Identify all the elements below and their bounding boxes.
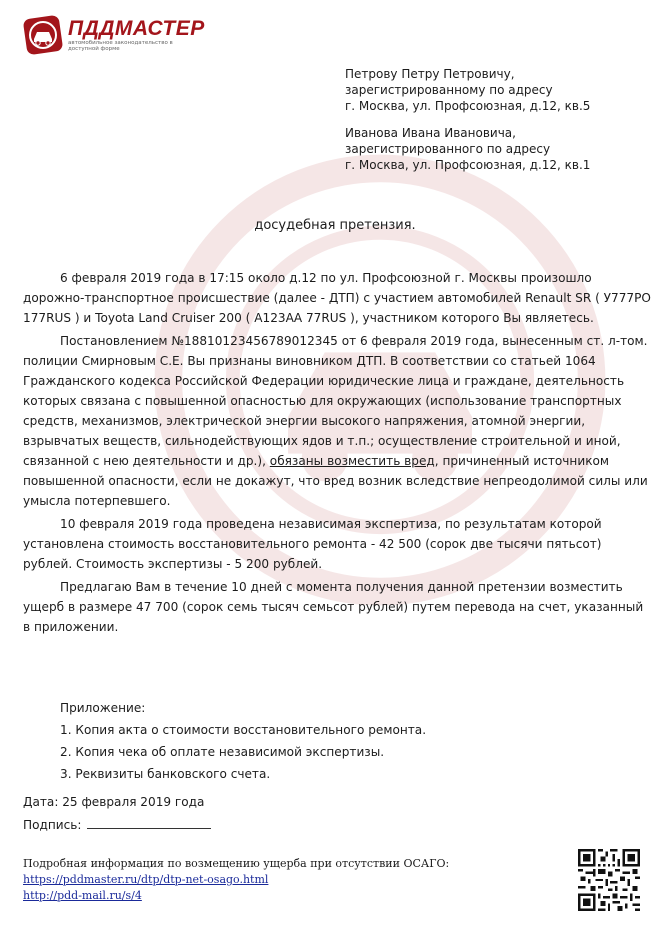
footer-info bbox=[23, 856, 449, 904]
addressee-2-registration: зарегистрированного по адресу bbox=[345, 142, 551, 156]
signature-label: Подпись: bbox=[23, 818, 82, 832]
footer-text: Подробная информация по возмещению ущерба при отсутствии ОСАГО: bbox=[23, 857, 450, 870]
addressee-1-address: г. Москва, ул. Профсоюзная, д.12, кв.5 bbox=[345, 99, 591, 113]
signature-line bbox=[23, 818, 211, 832]
paragraph-expertise: 10 февраля 2019 года проведена независимая экспертиза, по результатам которой установлена стоимость восстановительного ремонта - 42 500 (сорок две тысячи пятьсот) рублей. Стоимость экспертизы - 5 200 рублей. bbox=[23, 517, 602, 571]
logo-name: ПДДМАСТЕР bbox=[68, 16, 205, 40]
logo-tagline: автомобильное законодательство в доступной форме bbox=[68, 39, 173, 52]
paragraph-accident: 6 февраля 2019 года в 17:15 около д.12 по ул. Профсоюзной г. Москвы произошло дорожно-транспортное происшествие (далее - ДТП) с участием автомобилей Renault SR ( У777РО 177RUS ) и Toyota Land Cruiser 200 ( А123АА 77RUS ), участником которого Вы являетесь. bbox=[23, 271, 651, 325]
addressee-2-name: Иванова Ивана Ивановича, bbox=[345, 126, 516, 140]
liability-text-end: , причиненный источником повышенной опасности, если не докажут, что вред возник вследствие непреодолимой силы или умысла потерпевшего. bbox=[23, 454, 648, 508]
paragraph-liability bbox=[23, 331, 651, 511]
brand-logo[interactable] bbox=[22, 14, 205, 56]
attachment-item: 2. Копия чека об оплате независимой экспертизы. bbox=[60, 745, 385, 759]
document-title: досудебная претензия. bbox=[254, 218, 416, 233]
liability-text-start: Постановлением №18810123456789012345 от 6 февраля 2019 года, вынесенным ст. л-том. полиции Смирновым С.Е. Вы признаны виновником ДТП. В соответствии со статьей 1064 Гражданского кодекса Российской Федерации юридические лица и граждане, деятельность которых связана с повышенной опасностью для окружающих (использование транспортных средств, механизмов, электрической энергии высокого напряжения, атомной энергии, взрывчатых веществ, сильнодействующих ядов и т.п.; осуществление строительной и иной, связанной с нею деятельности и др.), bbox=[23, 334, 648, 468]
qr-code-icon[interactable] bbox=[578, 849, 640, 911]
logo-emblem-icon bbox=[22, 14, 64, 56]
claim-body bbox=[23, 268, 651, 640]
footer-link-pdd-mail[interactable]: http://pdd-mail.ru/s/4 bbox=[23, 889, 142, 902]
addressee-block-1 bbox=[345, 66, 590, 114]
logo-text bbox=[68, 18, 205, 53]
footer-link-pddmaster[interactable]: https://pddmaster.ru/dtp/dtp-net-osago.html bbox=[23, 873, 269, 886]
addressee-1-name: Петрову Петру Петровичу, bbox=[345, 67, 515, 81]
addressee-block-2 bbox=[345, 125, 590, 173]
attachments-list bbox=[23, 719, 426, 785]
addressee-1-registration: зарегистрированному по адресу bbox=[345, 83, 553, 97]
addressee-2-address: г. Москва, ул. Профсоюзная, д.12, кв.1 bbox=[345, 158, 591, 172]
date-line: Дата: 25 февраля 2019 года bbox=[23, 795, 205, 809]
signature-blank bbox=[87, 818, 211, 829]
attachment-item: 1. Копия акта о стоимости восстановительного ремонта. bbox=[60, 723, 427, 737]
liability-underlined-phrase: обязаны возместить вред bbox=[269, 454, 435, 468]
paragraph-demand: Предлагаю Вам в течение 10 дней с момента получения данной претензии возместить ущерб в размере 47 700 (сорок семь тысяч семьсот рублей) путем перевода на счет, указанный в приложении. bbox=[23, 580, 644, 634]
attachments-heading: Приложение: bbox=[60, 701, 146, 715]
attachment-item: 3. Реквизиты банковского счета. bbox=[60, 767, 271, 781]
